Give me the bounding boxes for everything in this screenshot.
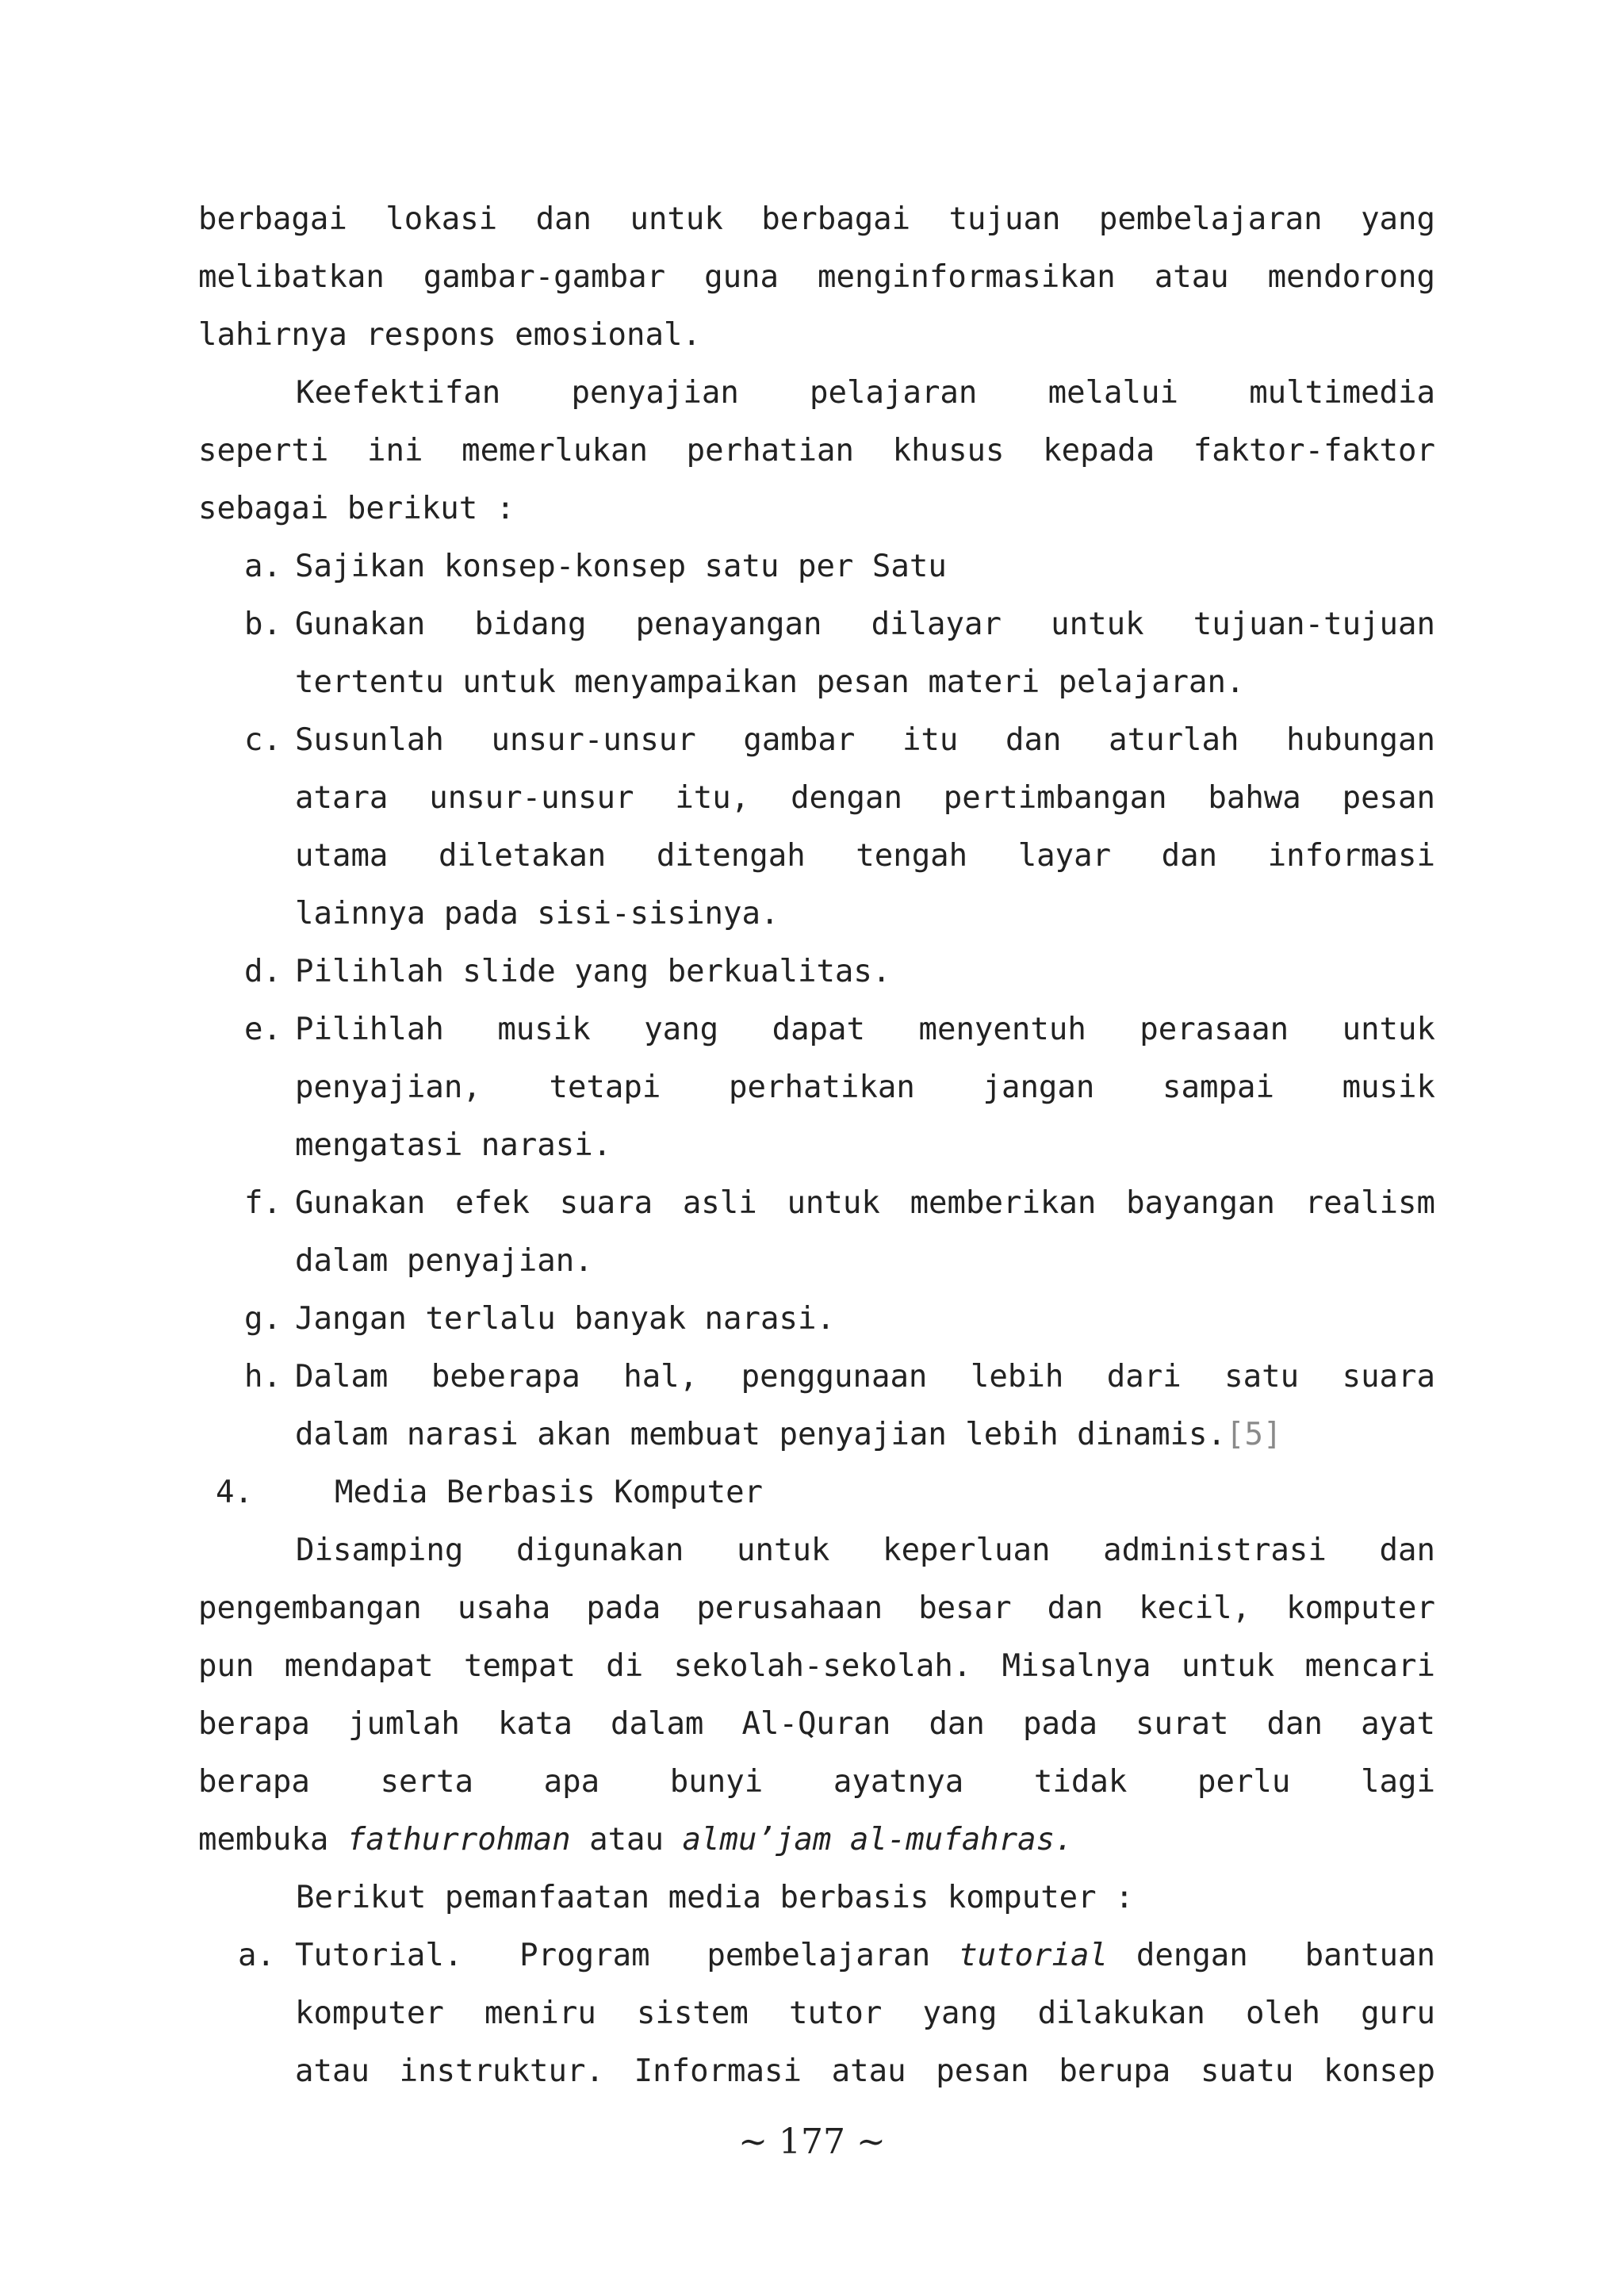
- text-line: dalam penyajian.: [295, 1243, 593, 1279]
- section-title: Media Berbasis Komputer: [335, 1475, 764, 1510]
- list-marker: h.: [244, 1359, 282, 1395]
- list-item: [198, 943, 1435, 1001]
- list-marker: d.: [244, 954, 282, 989]
- page-body: [198, 190, 1435, 2100]
- paragraph-intro: Berikut pemanfaatan media berbasis komputer :: [296, 1880, 1134, 1915]
- text-line: atau instruktur. Informasi atau pesan berupa suatu konsep: [295, 2053, 1435, 2089]
- text-line: Pilihlah slide yang berkualitas.: [295, 954, 891, 989]
- text-line: lahirnya respons emosional.: [198, 317, 701, 353]
- multimedia-factors-list: [198, 538, 1435, 1464]
- text-segment: atau: [570, 1822, 683, 1858]
- text-line: Jangan terlalu banyak narasi.: [295, 1301, 835, 1337]
- text-line: Pilihlah musik yang dapat menyentuh perasaan untuk: [295, 1012, 1435, 1047]
- text-segment: dalam narasi akan membuat penyajian lebih dinamis.: [295, 1417, 1226, 1452]
- list-item: [198, 1348, 1435, 1464]
- paragraph-effectiveness: [198, 364, 1435, 538]
- paragraph-computer-media: [198, 1521, 1435, 1869]
- list-item: [198, 1174, 1435, 1290]
- text-line: seperti ini memerlukan perhatian khusus kepada faktor-faktor: [198, 433, 1435, 469]
- text-line: mengatasi narasi.: [295, 1127, 612, 1163]
- section-heading: [198, 1464, 1435, 1521]
- text-line: berbagai lokasi dan untuk berbagai tujuan pembelajaran yang: [198, 201, 1435, 237]
- text-line: komputer meniru sistem tutor yang dilakukan oleh guru: [295, 1996, 1435, 2031]
- text-line: berapa serta apa bunyi ayatnya tidak perlu lagi: [198, 1764, 1435, 1800]
- italic-term: tutorial: [959, 1938, 1108, 1973]
- list-item: [198, 595, 1435, 711]
- list-item: [198, 1290, 1435, 1348]
- text-line: Sajikan konsep-konsep satu per Satu: [295, 549, 947, 584]
- text-line: tertentu untuk menyampaikan pesan materi pelajaran.: [295, 664, 1245, 700]
- list-marker: f.: [244, 1185, 282, 1221]
- text-line: Disamping digunakan untuk keperluan administrasi dan: [296, 1533, 1435, 1568]
- text-line: pun mendapat tempat di sekolah-sekolah. Misalnya untuk mencari: [198, 1648, 1435, 1684]
- text-line: utama diletakan ditengah tengah layar dan informasi: [295, 838, 1435, 874]
- list-item: [198, 1927, 1435, 2100]
- text-segment: membuka: [198, 1822, 347, 1858]
- text-line: atara unsur-unsur itu, dengan pertimbangan bahwa pesan: [295, 780, 1435, 816]
- text-line: [295, 1927, 1435, 1984]
- paragraph-continuation: [198, 190, 1435, 364]
- list-item: [198, 538, 1435, 595]
- list-marker: b.: [244, 607, 282, 642]
- text-line: [295, 1406, 1435, 1464]
- computer-uses-list: [198, 1927, 1435, 2100]
- list-marker: a.: [244, 549, 282, 584]
- list-item: [198, 711, 1435, 943]
- text-line: sebagai berikut :: [198, 491, 515, 526]
- text-line: Gunakan bidang penayangan dilayar untuk tujuan-tujuan: [295, 607, 1435, 642]
- section-number: 4.: [216, 1475, 253, 1510]
- italic-term: almu’jam al-mufahras.: [682, 1822, 1074, 1858]
- text-line: Gunakan efek suara asli untuk memberikan bayangan realism: [295, 1185, 1435, 1221]
- list-marker: a.: [238, 1938, 275, 1973]
- text-line: lainnya pada sisi-sisinya.: [295, 896, 779, 932]
- list-marker: e.: [244, 1012, 282, 1047]
- text-line: melibatkan gambar-gambar guna menginformasikan atau mendorong: [198, 259, 1435, 295]
- text-segment: dengan bantuan: [1107, 1938, 1435, 1973]
- page-number: ~ 177 ~: [738, 2122, 886, 2162]
- text-line: Keefektifan penyajian pelajaran melalui multimedia: [296, 375, 1435, 411]
- text-line: berapa jumlah kata dalam Al-Quran dan pada surat dan ayat: [198, 1706, 1435, 1742]
- text-line: pengembangan usaha pada perusahaan besar dan kecil, komputer: [198, 1590, 1435, 1626]
- list-item: [198, 1001, 1435, 1174]
- text-line: penyajian, tetapi perhatikan jangan sampai musik: [295, 1070, 1435, 1105]
- italic-term: fathurrohman: [347, 1822, 571, 1858]
- list-marker: g.: [244, 1301, 282, 1337]
- text-segment: Tutorial. Program pembelajaran: [295, 1938, 959, 1973]
- citation-link[interactable]: [5]: [1226, 1417, 1282, 1452]
- list-marker: c.: [244, 722, 282, 758]
- text-line: Dalam beberapa hal, penggunaan lebih dari satu suara: [295, 1359, 1435, 1395]
- text-line: Susunlah unsur-unsur gambar itu dan aturlah hubungan: [295, 722, 1435, 758]
- text-line: [198, 1811, 1435, 1869]
